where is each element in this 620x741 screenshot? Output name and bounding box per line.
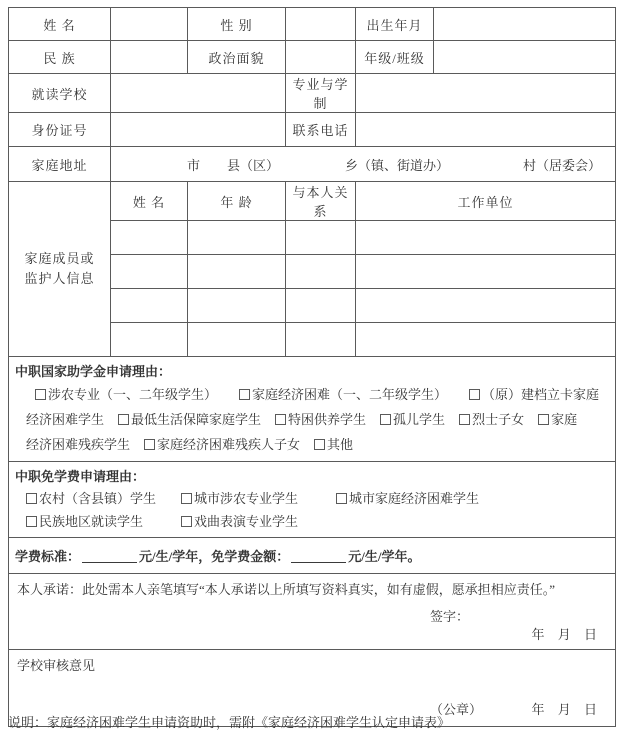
name-label: 姓 名 [9,8,111,41]
family-relation-input[interactable] [286,289,356,323]
checkbox-option[interactable]: 戏曲表演专业学生 [181,510,298,533]
address-village-label: 村（居委会） [523,157,602,173]
address-township-label: 乡（镇、街道办） [345,157,450,173]
checkbox-icon[interactable] [380,414,391,425]
political-status-input[interactable] [286,41,356,74]
tuition-waiver-title: 中职免学费申请理由： [15,469,146,484]
gender-label: 性 别 [188,8,286,41]
checkbox-line [26,510,609,533]
checkbox-icon[interactable] [239,389,250,400]
checkbox-option[interactable]: 民族地区就读学生 [26,510,181,533]
checkbox-icon[interactable] [469,389,480,400]
major-duration-label: 专业与学制 [286,74,356,113]
checkbox-icon[interactable] [181,516,192,527]
checkbox-icon[interactable] [181,493,192,504]
family-name-input[interactable] [111,323,188,357]
family-workplace-input[interactable] [356,255,616,289]
address-parts [111,155,615,174]
family-section-label [9,182,111,357]
fee-standard-row [9,538,616,574]
checkbox-icon[interactable] [538,414,549,425]
checkbox-option[interactable]: 其他 [314,432,353,457]
family-name-input[interactable] [111,289,188,323]
signature-label: 签字： [430,609,470,624]
personal-pledge-section [9,574,616,650]
checkbox-icon[interactable] [275,414,286,425]
row-address [9,147,616,182]
school-label: 就读学校 [9,74,111,113]
checkbox-icon[interactable] [26,516,37,527]
checkbox-option[interactable]: （原）建档立卡家庭 [469,382,599,407]
aid-reasons-options [26,382,609,457]
checkbox-icon[interactable] [459,414,470,425]
home-address-input[interactable] [111,147,616,182]
id-number-input[interactable] [111,113,286,147]
address-county-label: 县（区） [227,157,280,173]
fee-unit-1: 元/生/学年， [139,549,212,564]
footer-note: 说明：家庭经济困难学生申请资助时，需附《家庭经济困难学生认定申请表》 [8,715,451,730]
fee-standard-line [11,546,613,565]
family-col-relation: 与本人关系 [286,182,356,221]
row-basic-2 [9,41,616,74]
name-input[interactable] [111,8,188,41]
school-input[interactable] [111,74,286,113]
row-basic-1 [9,8,616,41]
gender-input[interactable] [286,8,356,41]
grade-class-label: 年级/班级 [356,41,434,74]
pledge-date-fields: 年 月 日 [531,627,597,642]
checkbox-option[interactable]: 城市涉农专业学生 [181,487,336,510]
tuition-waiver-options [26,487,609,533]
birth-date-input[interactable] [434,8,616,41]
family-age-input[interactable] [188,255,286,289]
checkbox-icon[interactable] [26,493,37,504]
checkbox-icon[interactable] [118,414,129,425]
family-name-input[interactable] [111,221,188,255]
checkbox-icon[interactable] [336,493,347,504]
checkbox-option[interactable]: 家庭经济困难残疾人子女 [144,432,300,457]
waiver-amount-input[interactable] [291,549,346,563]
checkbox-option[interactable]: 最低生活保障家庭学生 [118,407,261,432]
family-age-input[interactable] [188,323,286,357]
pledge-text: 本人承诺：此处需本人亲笔填写“本人承诺以上所填写资料真实，如有虚假，愿承担相应责任。” [17,582,556,597]
checkbox-icon[interactable] [35,389,46,400]
family-name-input[interactable] [111,255,188,289]
checkbox-option[interactable]: 烈士子女 [459,407,524,432]
checkbox-option[interactable]: 城市家庭经济困难学生 [336,487,479,510]
political-status-label: 政治面貌 [188,41,286,74]
ethnicity-label: 民 族 [9,41,111,74]
family-label-line1: 家庭成员或 [24,251,95,266]
family-col-name: 姓 名 [111,182,188,221]
id-number-label: 身份证号 [9,113,111,147]
family-header-row [9,182,616,221]
major-duration-input[interactable] [356,74,616,113]
checkbox-line [26,487,609,510]
row-basic-3 [9,74,616,113]
checkbox-option[interactable]: 家庭 [538,407,577,432]
grade-class-input[interactable] [434,41,616,74]
checkbox-option[interactable]: 农村（含县镇）学生 [26,487,181,510]
family-relation-input[interactable] [286,323,356,357]
aid-reasons-title: 中职国家助学金申请理由： [15,364,172,379]
checkbox-icon[interactable] [314,439,325,450]
fee-unit-2: 元/生/学年。 [348,549,421,564]
family-age-input[interactable] [188,289,286,323]
option-continuation-text: 经济困难残疾学生 [26,437,131,452]
address-city-label: 市 [187,157,201,173]
family-workplace-input[interactable] [356,323,616,357]
tuition-waiver-section [9,462,616,538]
phone-input[interactable] [356,113,616,147]
official-seal-label: （公章） [430,702,483,717]
option-continuation-text: 经济困难学生 [26,412,105,427]
home-address-label: 家庭地址 [9,147,111,182]
checkbox-line [26,432,609,457]
checkbox-option[interactable]: 涉农专业（一、二年级学生） [35,382,217,407]
family-label-line2: 监护人信息 [24,271,95,286]
family-relation-input[interactable] [286,221,356,255]
fee-standard-input[interactable] [82,549,137,563]
form-table [8,7,616,727]
family-col-workplace: 工作单位 [356,182,616,221]
checkbox-option[interactable]: 孤儿学生 [380,407,445,432]
waiver-amount-label: 免学费金额： [211,549,290,564]
row-basic-4 [9,113,616,147]
aid-reasons-section [9,357,616,462]
family-age-input[interactable] [188,221,286,255]
family-workplace-input[interactable] [356,289,616,323]
school-review-label: 学校审核意见 [17,658,96,673]
checkbox-line [35,382,609,407]
family-col-age: 年 龄 [188,182,286,221]
family-relation-input[interactable] [286,255,356,289]
checkbox-option[interactable]: 特困供养学生 [275,407,366,432]
checkbox-option[interactable]: 家庭经济困难（一、二年级学生） [239,382,447,407]
ethnicity-input[interactable] [111,41,188,74]
checkbox-line [26,407,609,432]
fee-standard-label: 学费标准： [15,549,81,564]
checkbox-icon[interactable] [144,439,155,450]
review-date-fields: 年 月 日 [531,702,597,717]
phone-label: 联系电话 [286,113,356,147]
family-workplace-input[interactable] [356,221,616,255]
birth-date-label: 出生年月 [356,8,434,41]
